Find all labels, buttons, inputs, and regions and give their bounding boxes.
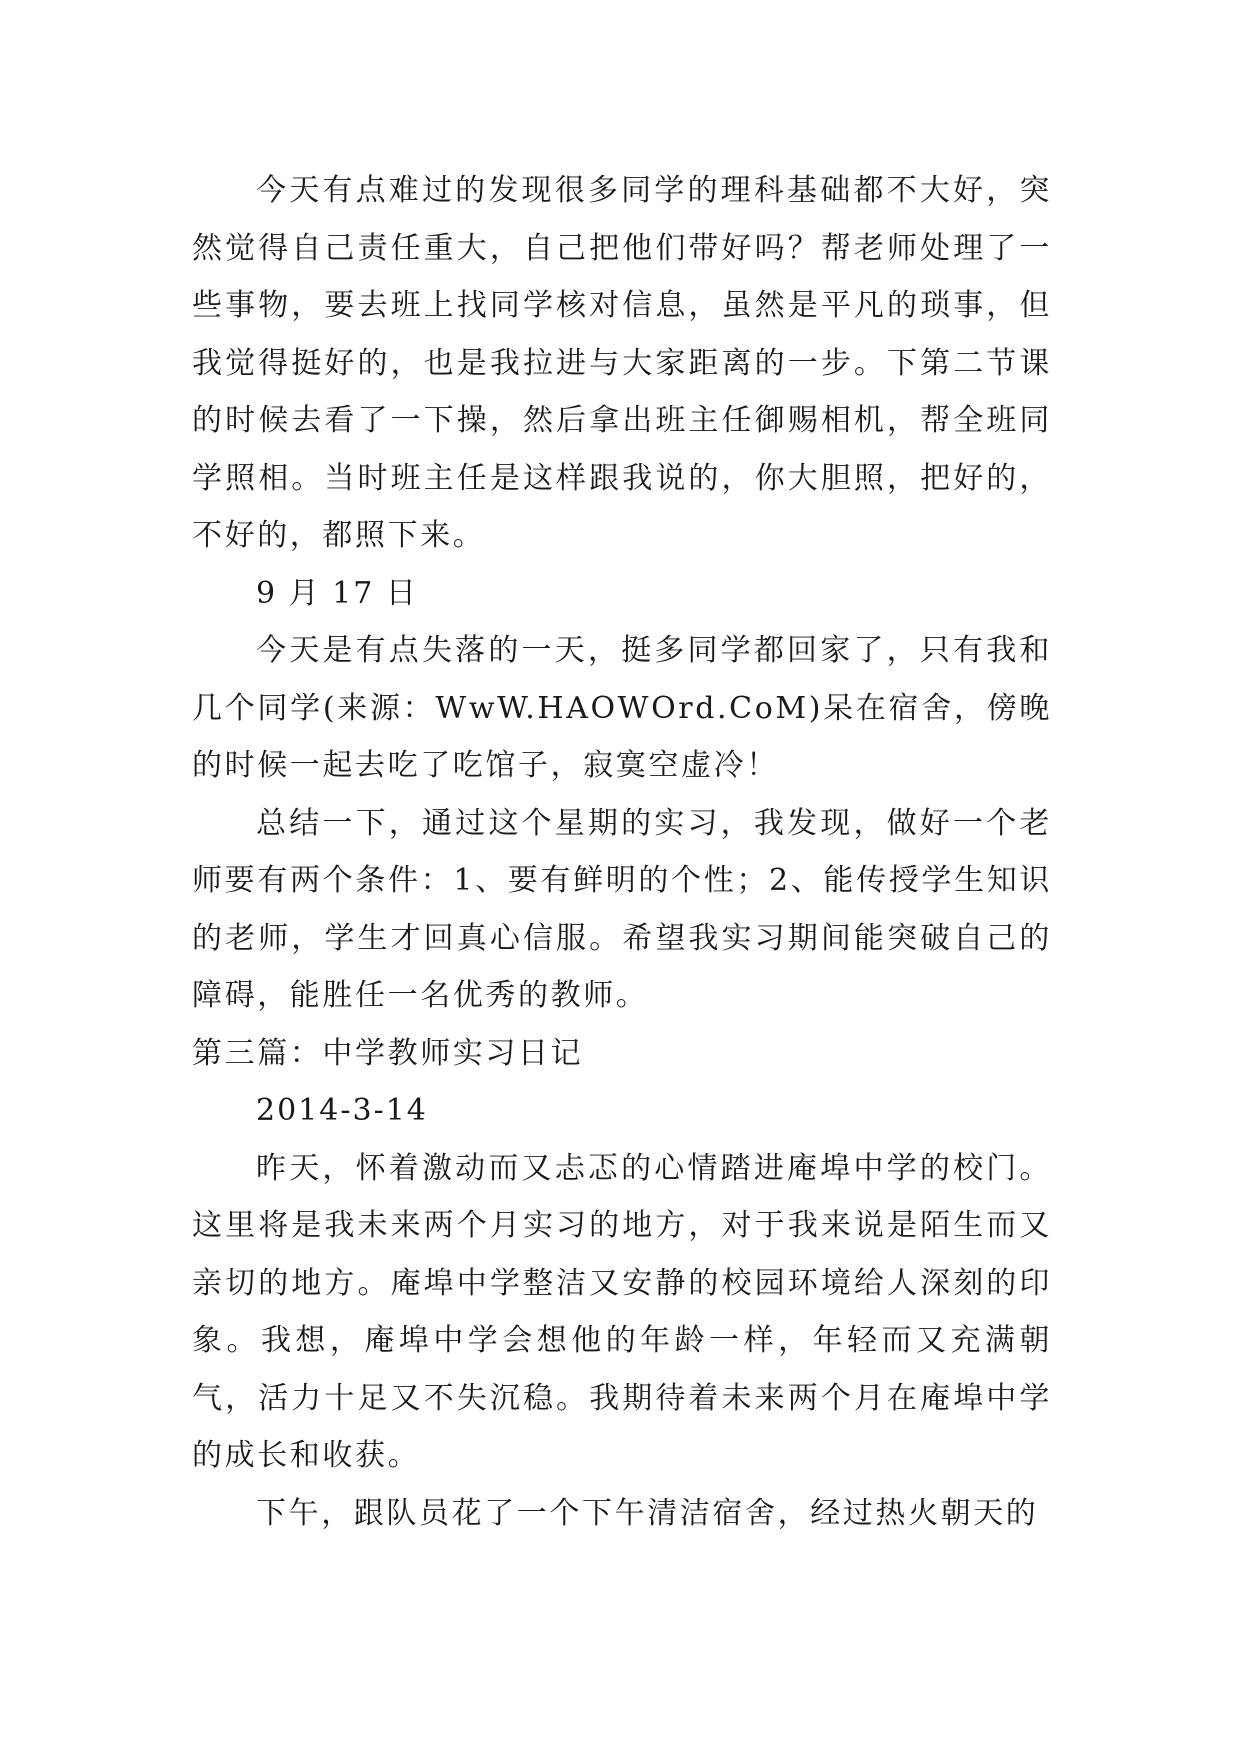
paragraph-afternoon: 下午，跟队员花了一个下午清洁宿舍，经过热火朝天的 xyxy=(256,1495,1039,1531)
paragraph-lonely-day: 今天是有点失落的一天，挺多同学都回家了，只有我和几个同学(来源：WwW.HAOWOrd.CoM)呆在宿舍，傍晚的时候一起去吃了吃馆子，寂寞空虚冷！ xyxy=(192,633,1052,783)
document-body xyxy=(192,162,1052,1542)
paragraph-reflection: 今天有点难过的发现很多同学的理科基础都不大好，突然觉得自己责任重大，自己把他们带好吗？帮老师处理了一些事物，要去班上找同学核对信息，虽然是平凡的琐事，但我觉得挺好的，也是我拉进与大家距离的一步。下第二节课的时候去看了一下操，然后拿出班主任御赐相机，帮全班同学照相。当时班主任是这样跟我说的，你大胆照，把好的，不好的，都照下来。 xyxy=(192,173,1052,553)
diary-date-sep17: 9 月 17 日 xyxy=(256,575,418,611)
section-heading: 第三篇：中学教师实习日记 xyxy=(192,1035,584,1071)
paragraph-first-day: 昨天，怀着激动而又忐忑的心情踏进庵埠中学的校门。这里将是我未来两个月实习的地方，对于我来说是陌生而又亲切的地方。庵埠中学整洁又安静的校园环境给人深刻的印象。我想，庵埠中学会想他的年龄一样，年轻而又充满朝气，活力十足又不失沉稳。我期待着未来两个月在庵埠中学的成长和收获。 xyxy=(192,1150,1052,1473)
diary-date-2014: 2014-3-14 xyxy=(256,1093,428,1128)
paragraph-weekly-summary: 总结一下，通过这个星期的实习，我发现，做好一个老师要有两个条件：1、要有鲜明的个性；2、能传授学生知识的老师，学生才回真心信服。希望我实习期间能突破自己的障碍，能胜任一名优秀的教师。 xyxy=(192,805,1052,1013)
